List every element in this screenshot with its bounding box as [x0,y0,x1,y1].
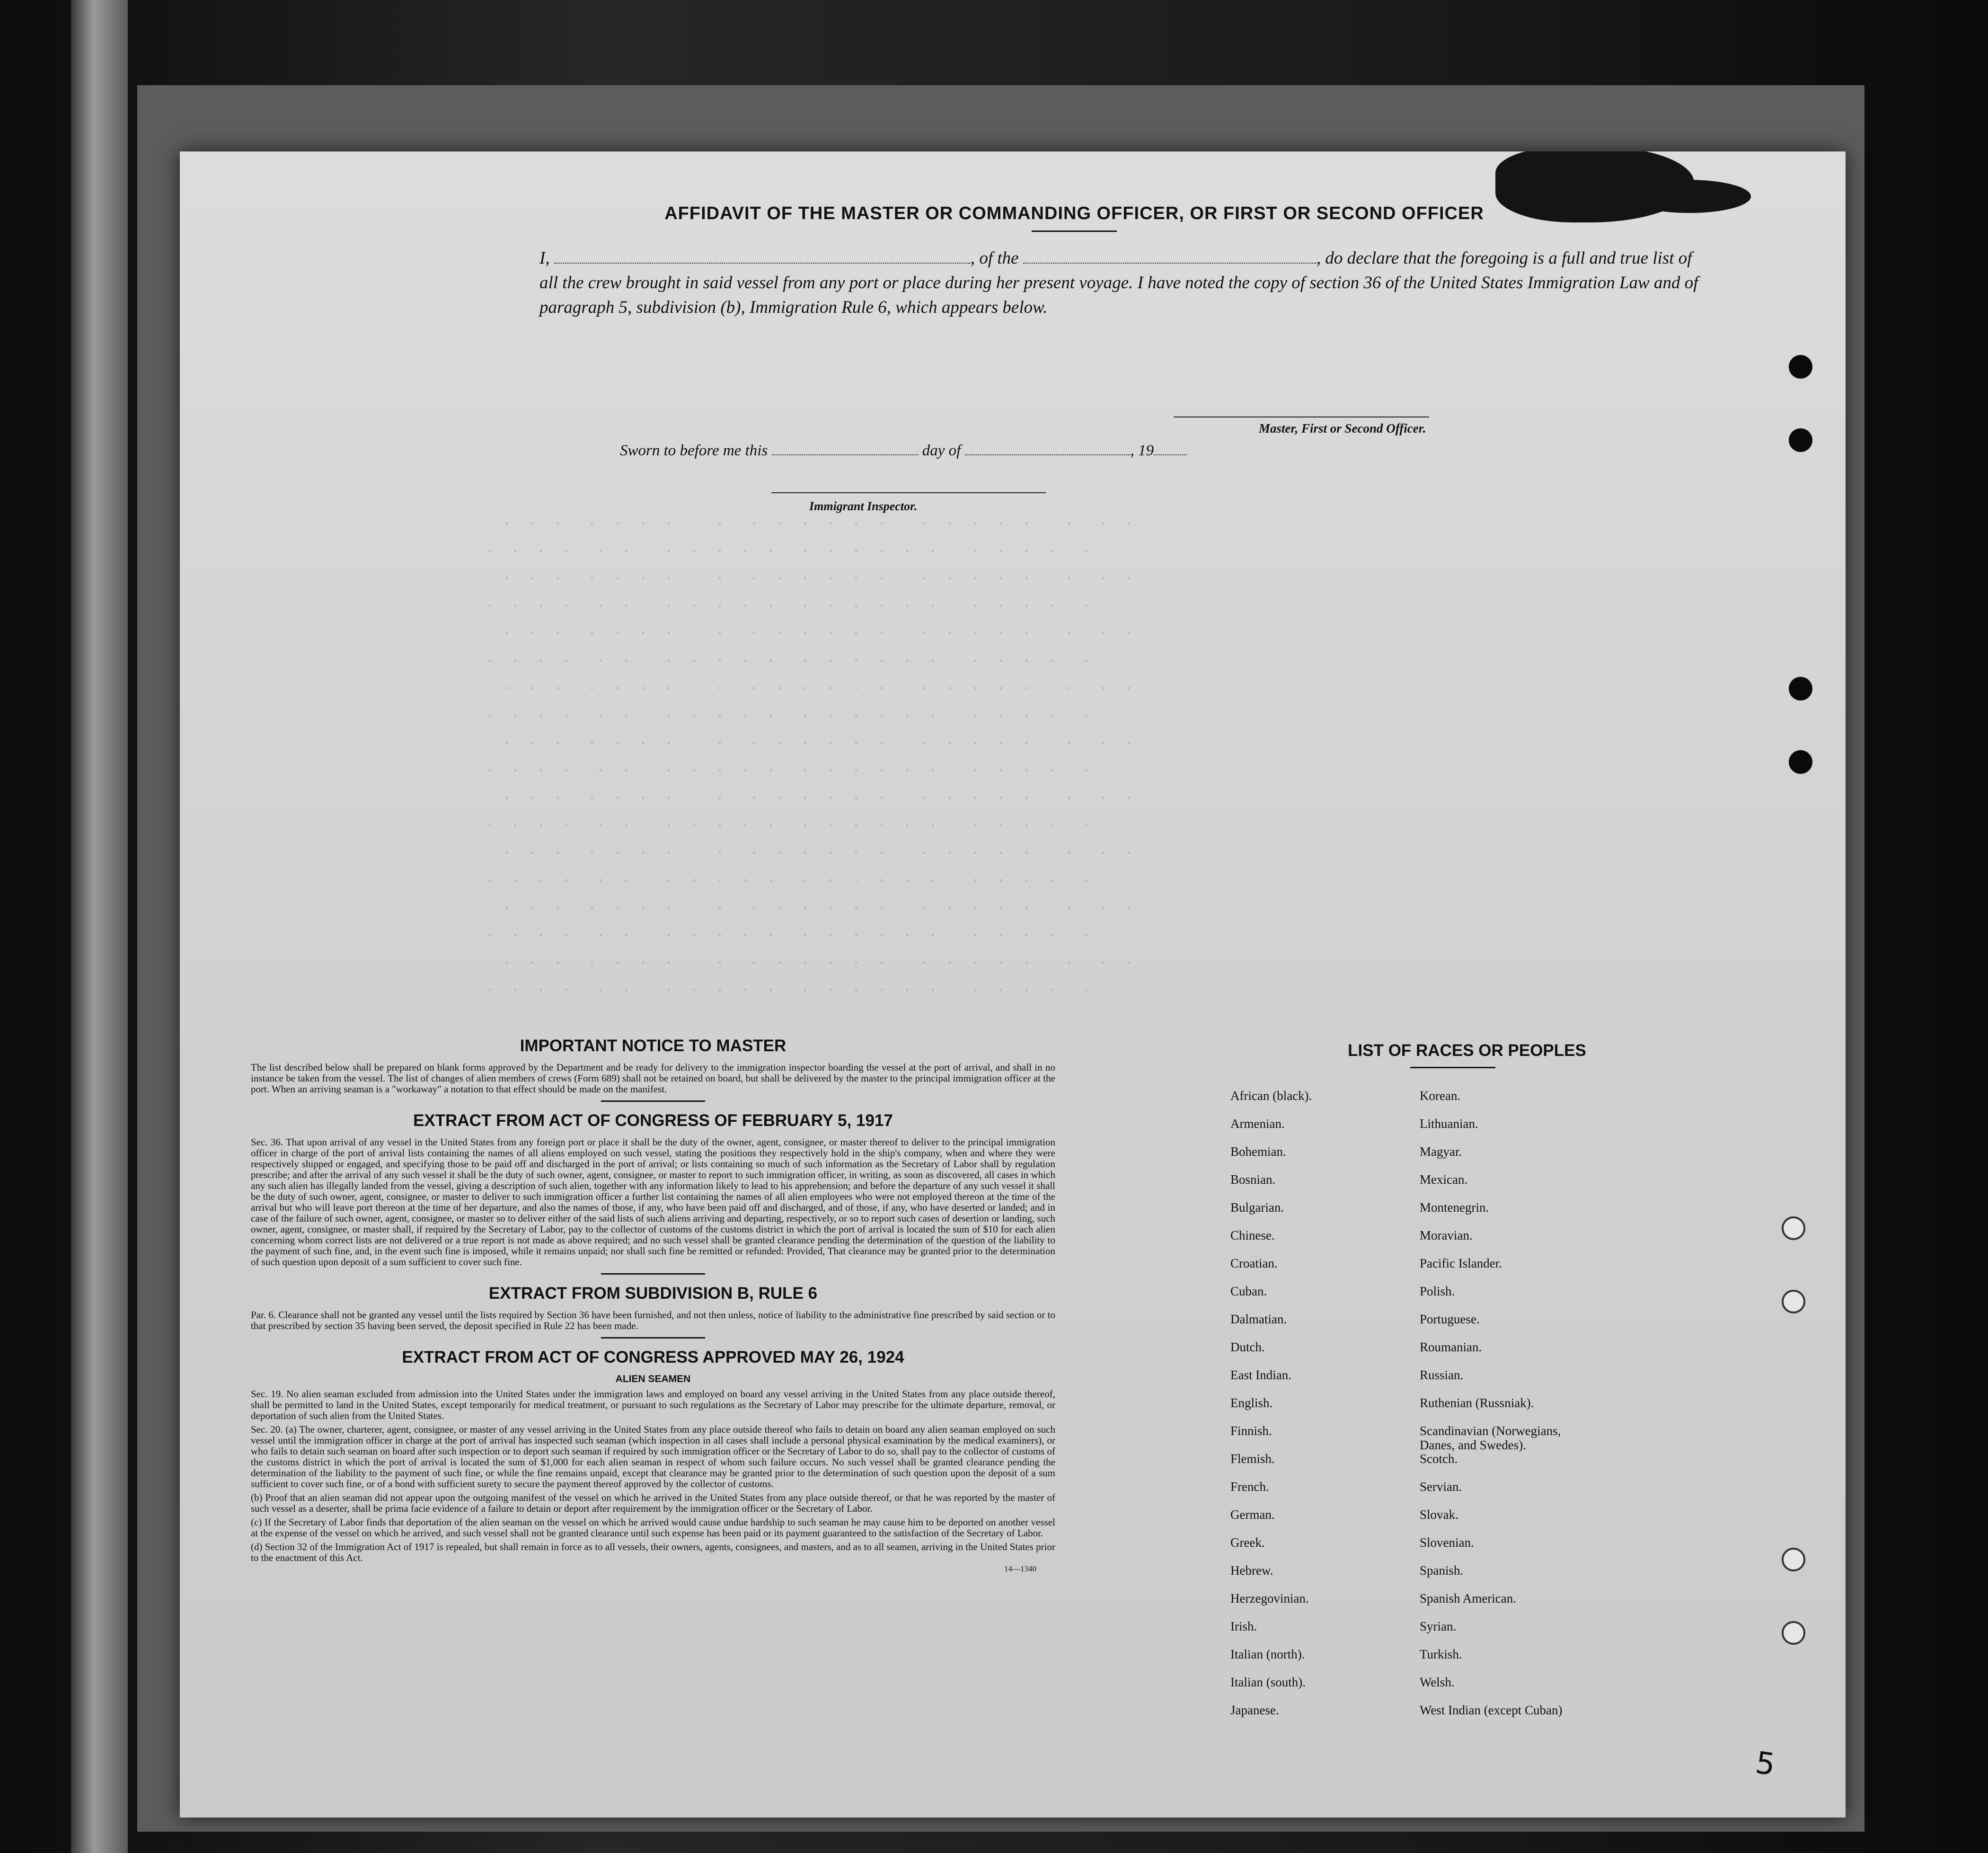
race-item: Korean. [1420,1089,1461,1103]
sec20b-text: (b) Proof that an alien seaman did not appear upon the outgoing manifest of the vessel on which he arrived in the United States from any place outside thereof, or that he was reported by the master of such vessel as a deserter, shall be prima facie evidence of a failure to detain or deport after requirement by the immigration officer or the Secretary of Labor. [251,1492,1055,1514]
race-item: Slovak. [1420,1507,1458,1522]
race-item: Cuban. [1230,1284,1267,1298]
race-item: Flemish. [1230,1452,1275,1466]
race-item: Roumanian. [1420,1340,1482,1354]
punch-ring [1782,1216,1805,1240]
of-the-label: , of the [970,248,1019,268]
race-item: French. [1230,1480,1269,1494]
day-of-label: day of [922,442,961,459]
punch-ring [1782,1290,1805,1313]
legal-notices [251,1037,1055,1574]
races-list [1183,1041,1751,1717]
race-item: Montenegrin. [1420,1200,1489,1215]
race-item: Dalmatian. [1230,1312,1287,1326]
race-item: Bosnian. [1230,1172,1276,1187]
race-item: Armenian. [1230,1117,1285,1131]
race-item: Slovenian. [1420,1535,1474,1550]
sec20a-text: Sec. 20. (a) The owner, charterer, agent, consignee, or master of any vessel arriving in the United States from any place outside thereof who fails to detain on board any alien seaman employed on such vessel until the immigration officer in charge at the port of arrival has inspected such seaman (which inspection in all cases shall include a personal physical examination by the medical examiners), or who fails to detain such seaman on board after such inspection or to deport such seaman if required by such immigration officer or the Secretary of Labor to do so, shall pay to the collector of customs of the customs district in which the port of arrival is located the sum of $1,000 for each alien seaman in respect of whom such failure occurs. No such vessel shall be granted clearance pending the determination of the liability to the payment of such fine, or while the fine remains unpaid, except that clearance may be granted prior to the determination of such question upon the deposit of a sum sufficient to cover such fine, or of a bond with sufficient surety to secure the payment thereof approved by the collector of customs. [251,1424,1055,1489]
sworn-year-blank[interactable] [1154,440,1187,455]
race-item: Welsh. [1420,1675,1455,1689]
race-item: Greek. [1230,1535,1265,1550]
section-rule [601,1337,705,1339]
page-number: 5 [1753,1745,1777,1783]
race-item: Bulgarian. [1230,1200,1284,1215]
bleed-through: · · · · · · · · · · · · · · · · · · · · · · · · · · · · · · · · · · · · · · · · · · · · · · · · · · · · · · · · · · · · · · · · · · · · · · · · · · · · · · · · · · · · · · · · · · · · · · · · · · · · · · · · · · · · · · · · · · · · · · · · · · · · · · · · · · · · · · · · · · · · · · · · · · · · · · · · · · · · · · · · · · · · · · · · · · · · · · · · · · · · · · · · · · · · · · · · · · · · · · · · · · · · · · · · · · · · · · · · · · · · · · · · · · · · · · · · · · · · · · · · · · · · · · · · · · · · · · · · · · · · · · · · · · · · · · · · · · · · · · · · · · · · · · · · · · · · · · · · · · · · · · · · · · · · · · · · · · · · · · · · · · · · · · · · · · · · · · · · · · · · · · · · · · · · · · · · · · · · · · · · · · · · · · · · · · · · · · · · · · · · · · · · · · · · · · · · · · · · [486,516,1133,999]
punch-hole [1789,355,1812,379]
race-item: Russian. [1420,1368,1464,1382]
races-column-2 [1420,1089,1562,1731]
race-item: Finnish. [1230,1424,1272,1438]
race-item: Polish. [1420,1284,1455,1298]
manifest-page [180,151,1846,1818]
extract-rule6-title: EXTRACT FROM SUBDIVISION B, RULE 6 [488,1284,818,1303]
extract-rule6-text: Par. 6. Clearance shall not be granted any vessel until the lists required by Section 36 have been furnished, and not then unless, notice of liability to the administrative fine prescribed by said section or to that prescribed by section 35 having been served, the deposit specified in Rule 22 has been made. [251,1309,1055,1331]
officer-signature-label: Master, First or Second Officer. [1259,421,1426,435]
race-item: Hebrew. [1230,1563,1273,1578]
punch-hole [1789,750,1812,774]
races-column-1 [1230,1089,1312,1731]
sworn-day-blank[interactable] [772,440,919,455]
race-item: Magyar. [1420,1144,1462,1159]
race-item: Scandinavian (Norwegians, Danes, and Swedes). [1420,1424,1561,1452]
race-item: Ruthenian (Russniak). [1420,1396,1534,1410]
race-item: Dutch. [1230,1340,1265,1354]
vessel-name-blank[interactable] [1023,248,1316,264]
alien-seamen-subtitle: ALIEN SEAMEN [615,1374,691,1384]
race-item: African (black). [1230,1089,1312,1103]
binder-edge [71,0,128,1853]
race-item: Chinese. [1230,1228,1275,1242]
form-code: 14—1340 [1004,1564,1036,1573]
punch-ring [1782,1621,1805,1645]
title-rule [1032,231,1117,232]
race-item: Scotch. [1420,1452,1458,1466]
punch-hole [1789,428,1812,452]
race-item: East Indian. [1230,1368,1291,1382]
inspector-signature-line[interactable] [771,492,1046,493]
race-item: West Indian (except Cuban) [1420,1703,1563,1717]
punch-hole [1789,677,1812,700]
i-prefix: I, [539,248,550,268]
extract-1917-title: EXTRACT FROM ACT OF CONGRESS OF FEBRUARY 5, 1917 [413,1111,893,1130]
officer-name-blank[interactable] [554,248,971,264]
extract-1924-title: EXTRACT FROM ACT OF CONGRESS APPROVED MAY 26, 1924 [402,1348,904,1366]
extract-1917-text: Sec. 36. That upon arrival of any vessel in the United States from any foreign port or place it shall be the duty of the owner, agent, consignee, or master thereof to deliver to the principal immigration officer in charge of the port of arrival lists containing the names of all aliens employed on such vessel, stating the positions they respectively hold in the ship's company, when and where they were respectively shipped or engaged, and specifying those to be paid off and discharged in the port of arrival; or lists containing so much of such information as the Secretary of Labor shall by regulation prescribe; and after the arrival of any such vessel it shall be the duty of such owner, agent, consignee, or master to report to such immigration officer, in writing, as soon as discovered, all cases in which any such alien has illegally landed from the vessel, giving a description of such alien, together with any information likely to lead to his apprehension; and before the departure of any such vessel it shall be the duty of such owner, agent, consignee, or master to deliver to such immigration officer a further list containing the names of all alien employees who were not employed thereon at the time of the arrival but who will leave port thereon at the time of her departure, and also the names of those, if any, who have been paid off and discharged, and of those, if any, who have deserted or landed; and in case of the failure of such owner, agent, consignee, or master so to deliver either of the said lists of such aliens arriving and departing, respectively, or so to report such cases of desertion or landing, such owner, agent, consignee, or master shall, if required by the Secretary of Labor, pay to the collector of customs of the customs district in which the port of arrival is located the sum of $10 for each alien concerning whom correct lists are not delivered or a true report is not made as above required; and no such vessel shall be granted clearance pending the determination of the question of the liability to the payment of such fine, and, in the event such fine is imposed, while it remains unpaid; nor shall such fine be remitted or refunded: Provided, That clearance may be granted prior to the determination of such question upon deposit of a sum sufficient to cover such fine. [251,1136,1055,1268]
sworn-month-blank[interactable] [965,440,1131,455]
declaration [416,246,1732,320]
race-item: Lithuanian. [1420,1117,1478,1131]
sec19-text: Sec. 19. No alien seaman excluded from admission into the United States under the immigration laws and employed on board any vessel arriving in the United States from any place outside thereof, shall be permitted to land in the United States, except temporarily for medical treatment, or pursuant to such regulations as the Secretary of Labor may prescribe for the ultimate departure, removal, or deportation of such alien from the United States. [251,1388,1055,1421]
inspector-signature-label: Immigrant Inspector. [809,499,918,513]
race-item: Italian (south). [1230,1675,1306,1689]
notice-text: The list described below shall be prepared on blank forms approved by the Department and be ready for delivery to the immigration inspector boarding the vessel at the port of arrival, and shall in no instance be taken from the vessel. The list of changes of alien members of crews (Form 689) shall not be retained on board, but shall be delivered by the master to the principal immigration officer at the port. When an arriving seaman is a "workaway" a notation to that effect should be made on the manifest. [251,1062,1055,1095]
races-title: LIST OF RACES OR PEOPLES [1348,1041,1586,1060]
race-item: German. [1230,1507,1275,1522]
sworn-prefix: Sworn to before me this [620,442,768,459]
race-item: Croatian. [1230,1256,1278,1270]
race-item: Syrian. [1420,1619,1457,1633]
race-item: Moravian. [1420,1228,1473,1242]
race-item: Servian. [1420,1480,1462,1494]
sec20d-text: (d) Section 32 of the Immigration Act of 1917 is repealed, but shall remain in force as to all vessels, their owners, agents, consignees, and masters, and as to all seamen, arriving in the United States prior to the enactment of this Act. [251,1541,1055,1563]
section-rule [601,1100,705,1102]
race-item: Japanese. [1230,1703,1279,1717]
sec20c-text: (c) If the Secretary of Labor finds that deportation of the alien seaman on the vessel on which he arrived would cause undue hardship to such seaman he may cause him to be deported on another vessel at the expense of the vessel on which he arrived, and such vessel shall not be granted clearance until such expense has been paid or its payment guaranteed to the satisfaction of the Secretary of Labor. [251,1516,1055,1539]
punch-ring [1782,1548,1805,1571]
race-item: Italian (north). [1230,1647,1305,1661]
sworn-line [620,440,1187,460]
declaration-text: that the foregoing is a full and true list of all the crew brought in said vessel from any port or place during her present voyage. I have noted the copy of section 36 of the United States Immigration Law and of paragraph 5, subdivision (b), Immigration Rule 6, which appears below. [539,248,1698,317]
race-item: English. [1230,1396,1273,1410]
do-declare-label: , do declare [1316,248,1399,268]
race-item: Spanish. [1420,1563,1464,1578]
section-rule [601,1273,705,1275]
affidavit-title: AFFIDAVIT OF THE MASTER OR COMMANDING OFFICER, OR FIRST OR SECOND OFFICER [664,204,1484,223]
race-item: Portuguese. [1420,1312,1480,1326]
race-item: Herzegovinian. [1230,1591,1309,1605]
race-item: Mexican. [1420,1172,1468,1187]
race-item: Bohemian. [1230,1144,1286,1159]
races-rule [1410,1067,1495,1068]
race-item: Turkish. [1420,1647,1462,1661]
affidavit-section [416,204,1732,320]
race-item: Pacific Islander. [1420,1256,1502,1270]
year-prefix: , 19 [1130,442,1154,459]
race-item: Irish. [1230,1619,1257,1633]
race-item: Spanish American. [1420,1591,1516,1605]
notice-title: IMPORTANT NOTICE TO MASTER [520,1037,786,1055]
